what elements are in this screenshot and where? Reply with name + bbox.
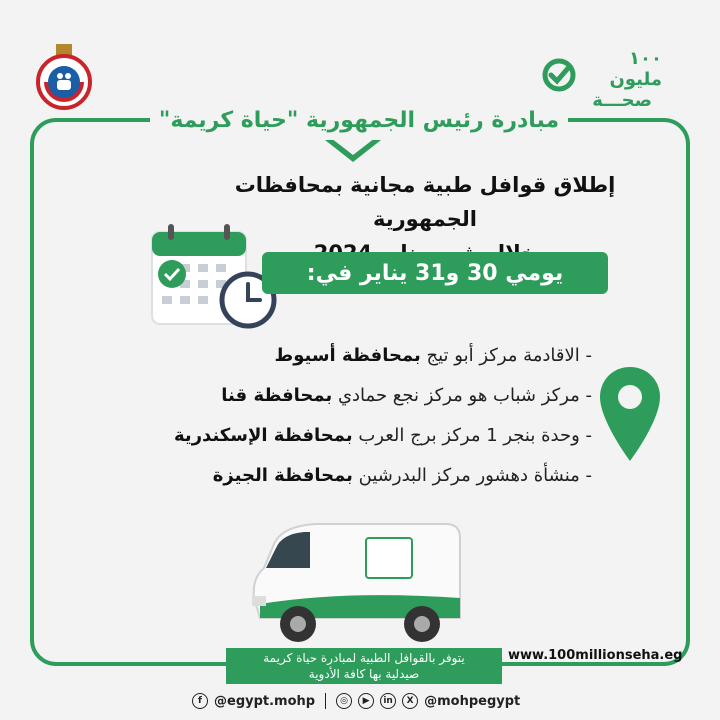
locations-list [122,338,592,498]
location-pin-icon [598,365,662,469]
facebook-handle[interactable]: @egypt.mohp [214,693,316,709]
social-handle[interactable]: @mohpegypt [424,693,521,709]
date-banner [262,252,608,294]
facebook-icon[interactable]: f [192,693,208,709]
logo-line-2: صحـــة [592,90,652,111]
medical-caravan-van [246,520,466,652]
pharmacy-info-box: يتوفر بالقوافل الطبية لمبادرة حياة كريمة صيدلية بها كافة الأدوية [226,648,502,684]
list-item: - منشأة دهشور مركز البدرشين بمحافظة الجيزة [212,465,592,486]
page-title: مبادرة رئيس الجمهورية "حياة كريمة" [158,107,560,133]
headline-line-1: إطلاق قوافل طبية مجانية بمحافظات الجمهورية [234,173,616,231]
date-text: يومي 30 و31 يناير في: [306,260,564,286]
instagram-icon[interactable]: ◎ [336,693,352,709]
linkedin-icon[interactable]: in [380,693,396,709]
calendar-clock-icon [150,222,280,338]
list-item: - مركز شباب هو مركز نجع حمادي بمحافظة قنا [221,385,592,406]
divider [325,693,326,709]
100-million-seha-logo [572,48,682,111]
check-logo-icon [542,58,576,92]
website-url[interactable]: www.100millionseha.eg [508,648,683,663]
x-twitter-icon[interactable]: X [402,693,418,709]
title-container [150,98,568,142]
list-item: - وحدة بنجر 1 مركز برج العرب بمحافظة الإسكندرية [174,425,592,446]
logo-line-1: ١٠٠ مليون [609,48,662,90]
mohp-logo [30,40,100,114]
youtube-icon[interactable]: ▶ [358,693,374,709]
list-item: - الاقادمة مركز أبو تيج بمحافظة أسيوط [274,345,592,366]
social-footer [192,690,520,712]
